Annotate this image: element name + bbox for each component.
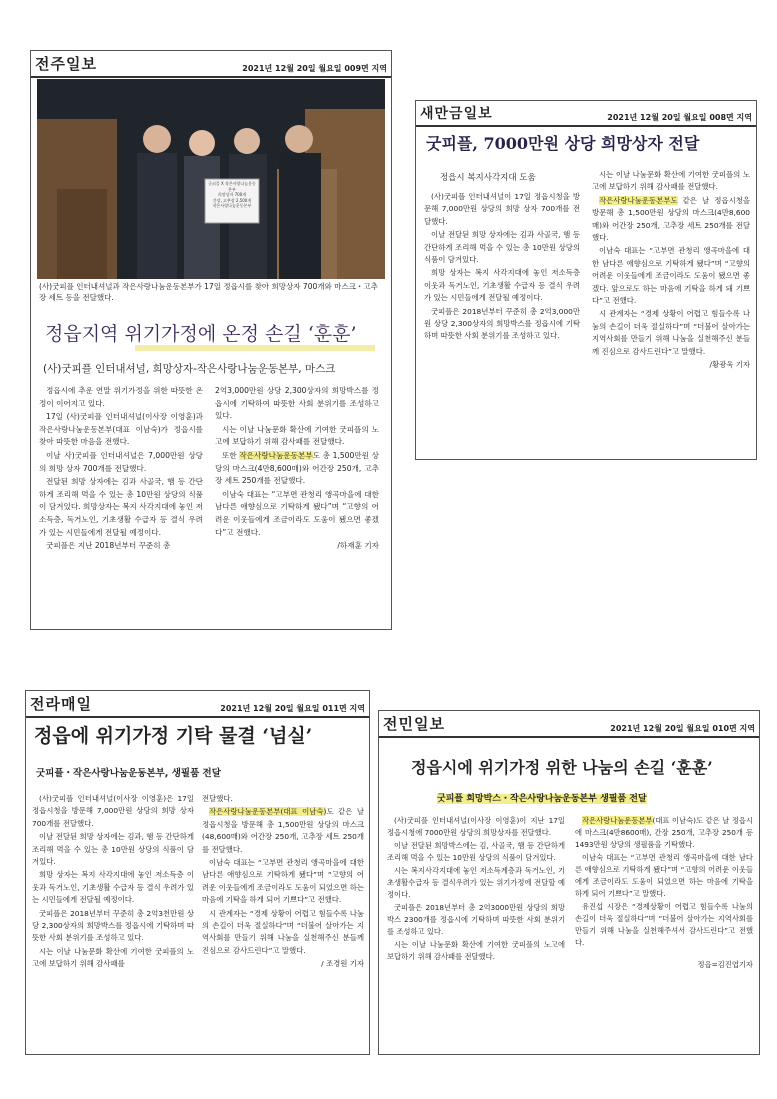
- masthead: 전민일보: [383, 715, 445, 733]
- clip-jeolla: [25, 690, 370, 1055]
- photo-caption: (사)굿피플 인터내셔널과 작은사랑나눔운동본부가 17일 정읍시를 찾아 희망상자 700개와 마스크・고추장 세트 등을 전달했다.: [39, 282, 378, 302]
- byline: /황광욱 기자: [709, 360, 750, 370]
- headline: 굿피플, 7000만원 상당 희망상자 전달: [426, 134, 700, 153]
- masthead: 전주일보: [35, 55, 97, 73]
- article-column-1: (사)굿피플 인터내셔널(이사장 이영훈)이 지난 17일 정읍시청에 7000만원 상당의 희망상자를 전달했다. 이날 전달된 희망박스에는 김, 사골국, 햄 등 간단하게 조리해 먹을 수 있는 10만원 상당의 식품이 담겨있다. 시는 복지사각지대에 놓인 저소득계층과 독거노인, 기초생활수급자 등 결식우려가 있는 위기가정에 전달할 예정이다. 굿피플은 2018년부터 총 2억3000만원 상당의 희망박스 2300개를 정읍시에 기탁하며 따뜻한 사회 분위기를 조성하고 있다. 시는 이날 나눔문화 확산에 기여한 굿피플의 노고에 보답하기 위해 감사패를 전달했다.: [387, 816, 565, 961]
- news-photo: [37, 79, 385, 279]
- photo-illustration: [37, 79, 385, 279]
- clip-jeonmin: [378, 710, 760, 1055]
- masthead-bar: [31, 51, 391, 78]
- article-column-1: (사)굿피플 인터내셔널이 17일 정읍시청을 방문해 7,000만원 상당의 희망 상자 700개를 전달했다. 이날 전달된 희망 상자에는 김과 사골국, 햄 등 간단하게 조리해 먹을 수 있는 총 10만원 상당의 식품이 담겨있다. 희망 상자는 복지 사각지대에 놓인 저소득층 이웃과 독거노인, 기초생활 수급자 등 결식 우려가 있는 시민들에게 전달될 예정이다. 굿피플은 2018년부터 꾸준히 총 2억3,000만원 상당 2,300상자의 희망박스를 정읍시에 기탁하며 따뜻한 사회 분위기를 조성하고 있다.: [424, 192, 580, 341]
- masthead: 새만금일보: [420, 106, 493, 122]
- edition-date: 2021년 12월 20일 월요일 008면 지역: [607, 113, 752, 122]
- article-column-2: 시는 이날 나눔문화 확산에 기여한 굿피플의 노고에 보답하기 위해 감사패를 전달했다. 작은사랑나눔운동본부도 같은 날 정읍시청을 방문해 총 1,500만원 상당의 마스크(4만8,600매)와 어간장 250개, 고추장 세트 250개를 전달했다. 이남숙 대표는 “고부면 관청리 앵곡마을에 대한 남다른 애향심으로 기탁하게 됐다”며 “고향의 어려운 이웃들에게 조금이라도 도움이 됐으면 좋겠다. 앞으로도 하는 마음에 기탁을 하게 돼 기쁘다”고 전했다. 시 관계자는 “경제 상황이 어렵고 힘들수록 나눔의 손길이 더욱 절실하다”며 “더불어 살아가는 지역사회를 만들기 위해 나눔을 실천해주신 분들께 진심으로 감사드린다”고 말했다. /황광욱 기자: [592, 169, 750, 455]
- article-column-2: 전달했다. 작은사랑나눔운동본부(대표 이남숙)도 같은 날 정읍시청을 방문해 총 1,500만원 상당의 마스크(48,600매)와 어간장 250개, 고추장 세트 250개를 전달했다. 이남숙 대표는 “고부면 관청리 앵곡마을에 대한 남다른 애향심으로 기탁하게 됐다”며 “고향의 어려운 이웃들에게 조금이라도 도움이 되었으면 하는 마음에 기탁을 하게 되어 기쁘다”고 전했다. 시 관계자는 “경제 상황이 어렵고 힘들수록 나눔의 손길이 더욱 절실하다”며 “더불어 살아가는 지역사회를 만들기 위해 나눔을 실천해주신 분들께 진심으로 감사드린다”고 말했다. / 조경원 기자: [202, 793, 364, 1051]
- masthead-bar: [379, 711, 759, 738]
- article-column-2: 작은사랑나눔운동본부(대표 이남숙)도 같은 날 정읍시에 마스크(4만8600매), 간장 250개, 고추장 250개 등 1493만원 상당의 생필품을 기탁했다. 이남숙 대표는 “고부면 관청리 앵곡마을에 대한 남다른 애향심으로 기탁하게 됐다”며 “고향의 어려운 이웃들에게 조금이라도 도움이 되었으면 하는 마음에 기탁을 하게 되어 기쁘다”고 말했다. 유진섭 시장은 “경제상황이 어렵고 힘들수록 나눔의 손길이 더욱 절실하다”며 “더불어 살아가는 지역사회를 만들기 위해 나눔을 실천해주셔서 감사드린다”고 전했다. 정읍=김진엽기자: [575, 816, 753, 969]
- edition-date: 2021년 12월 20일 월요일 009면 지역: [242, 64, 387, 73]
- photo-sign: 굿피플 X 작은사랑나눔운동본부 희망상자 700개 간장, 고추장 2,500개 작은사랑나눔운동본부: [208, 181, 256, 208]
- highlight: 작은사랑나눔운동본부(대표 이남숙): [209, 807, 327, 817]
- masthead: 전라매일: [30, 695, 92, 713]
- subheadline: 굿피플・작은사랑나눔운동본부, 생필품 전달: [36, 768, 221, 779]
- byline: /하재훈 기자: [337, 541, 379, 551]
- edition-date: 2021년 12월 20일 월요일 010면 지역: [610, 724, 755, 733]
- article-column-1: (사)굿피플 인터내셔널(이사장 이영훈)은 17일 정읍시청을 방문해 7,000만원 상당의 희망 상자 700개를 전달했다. 이날 전달된 희망 상자에는 김과, 햄 등 간단하게 조리해 먹을 수 있는 총 10만원 상당의 식품이 담겨있다. 희망 상자는 복지 사각지대에 놓인 저소득층 이웃과 독거노인, 기초생활 수급자 등 결식 우려가 있는 시민들에게 전달될 예정이다. 굿피플은 2018년부터 꾸준히 총 2억3천만원 상당 2,300상자의 희망박스를 정읍시에 기탁하며 따뜻한 사회 분위기를 조성하고 있다. 시는 이날 나눔문화 확산에 기여한 굿피플의 노고에 보답하기 위해 감사패를: [32, 794, 194, 969]
- masthead-bar: [26, 691, 369, 718]
- headline-underline: [135, 345, 375, 351]
- clip-saemangeum: [415, 100, 757, 460]
- article-column-1: 정읍시에 추운 연말 위기가정을 위한 따뜻한 온정이 이어지고 있다. 17일 (사)굿피플 인터내셔널(이사장 이영훈)과 작은사랑나눔운동본부(대표 이남숙)가 정읍시를 찾아 따뜻한 마음을 전했다. 이날 사)굿피플 인터내셔널은 7,000만원 상당의 희망 상자 700개를 전달했다. 전달된 희망 상자에는 김과 사골국, 햄 등 간단하게 조리해 먹을 수 있는 총 10만원 상당의 식품이 담겨있다. 희망상자는 복지 사각지대에 놓인 저소득층, 독거노인, 기초생활 수급자 등 결식 우려가 있는 시민들에게 전달될 예정이다. 굿피플은 지난 2018년부터 꾸준히 총: [39, 386, 203, 551]
- headline: 정읍지역 위기가정에 온정 손길 ‘훈훈’: [45, 323, 357, 345]
- highlight: 작은사랑나눔운동본부: [582, 816, 653, 825]
- edition-date: 2021년 12월 20일 월요일 011면 지역: [220, 704, 365, 713]
- byline: / 조경원 기자: [321, 959, 364, 969]
- headline: 정읍시에 위기가정 위한 나눔의 손길 ‘훈훈’: [411, 758, 713, 777]
- subheadline: 굿피플 희망박스・작은사랑나눔운동본부 생필품 전달: [437, 794, 647, 804]
- masthead-bar: [416, 101, 756, 127]
- clip-jeonju: [30, 50, 392, 630]
- subheadline: 정읍시 복지사각지대 도움: [440, 173, 536, 183]
- highlight: 작은사랑나눔운동본부도: [599, 195, 678, 205]
- subheadline: (사)굿피플 인터내셔널, 희망상자-작은사랑나눔운동본부, 마스크: [43, 363, 336, 375]
- highlight: 작은사랑나눔운동본부: [239, 450, 313, 460]
- headline: 정읍에 위기가정 기탁 물결 ‘넘실’: [34, 725, 313, 747]
- byline: 정읍=김진엽기자: [697, 960, 753, 969]
- article-column-2: 2억3,000만원 상당 2,300상자의 희망박스를 정읍시에 기탁하여 따뜻한 사회 분위기를 조성하고 있다. 시는 이날 나눔문화 확산에 기여한 굿피플의 노고에 보답하기 위해 감사패를 전달했다. 또한 작은사랑나눔운동본부도 총 1,500만원 상당의 마스크(4만8,600매)와 어간장 250개, 고추장 세트 250개를 전달했다. 이남숙 대표는 “고부면 관청리 앵곡마을에 대한 남다른 애향심으로 기탁하게 됐다”며 “고향의 어려운 이웃들에게 조금이라도 도움이 됐으면 좋겠다”고 전했다. /하재훈 기자: [215, 385, 379, 625]
